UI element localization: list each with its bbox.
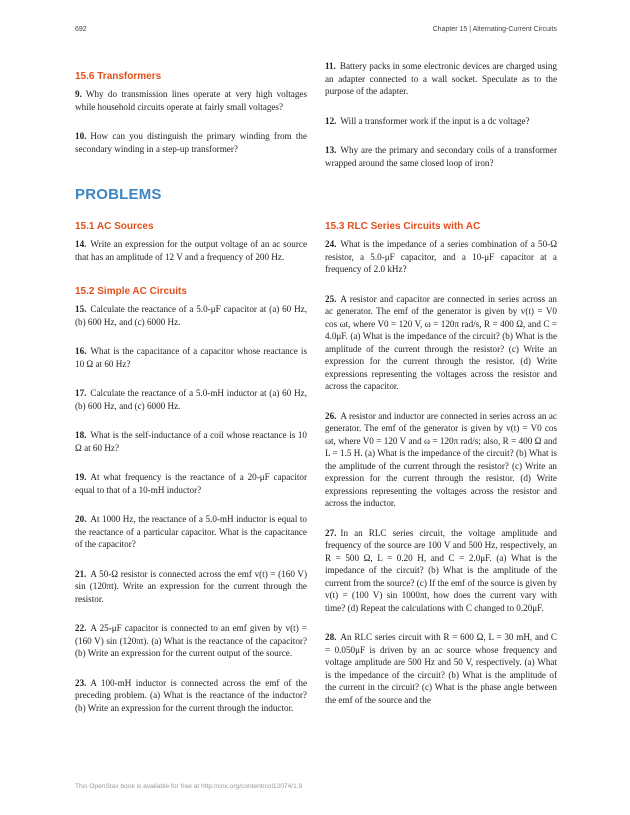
problems-right-column	[325, 220, 557, 723]
problems-left-column	[75, 220, 307, 731]
problem-item	[75, 345, 307, 370]
problem-text: An RLC series circuit with R = 600 Ω, L = 30 mH, and C = 0.050μF is driven by an ac source whose frequency and voltage amplitude are 500 Hz and 50 V, respectively. (a) What is the impedance of the circuit? (b) What is the amplitude of the current in the circuit? (c) What is the phase angle between the emf of the source and the	[325, 632, 557, 705]
problem-text: At what frequency is the reactance of a 20-μF capacitor equal to that of a 10-mH inductor?	[75, 472, 307, 495]
problems-heading: PROBLEMS	[75, 186, 162, 203]
problem-item	[325, 410, 557, 510]
problem-number: 16.	[75, 346, 87, 356]
problem-item	[75, 513, 307, 551]
problem-item	[75, 568, 307, 606]
question-item	[325, 144, 557, 169]
chapter-header: Chapter 15 | Alternating-Current Circuits	[432, 26, 557, 33]
problem-text: Calculate the reactance of a 5.0-mH inductor at (a) 60 Hz, (b) 600 Hz, and (c) 6000 Hz.	[75, 388, 307, 411]
question-text: Battery packs in some electronic devices are charged using an adapter connected to a wall socket. Speculate as to the purpose of the adapter.	[325, 61, 557, 96]
problem-item	[75, 429, 307, 454]
question-item	[75, 130, 307, 155]
question-number: 13.	[325, 145, 337, 155]
transformers-section	[75, 70, 307, 172]
problem-item	[75, 238, 307, 263]
section-title: 15.3 RLC Series Circuits with AC	[325, 221, 481, 232]
section-title: 15.6 Transformers	[75, 71, 162, 82]
question-number: 11.	[325, 61, 336, 71]
problem-text: Write an expression for the output voltage of an ac source that has an amplitude of 12 V and a frequency of 200 Hz.	[75, 239, 307, 262]
problem-item	[75, 303, 307, 328]
question-text: Will a transformer work if the input is a dc voltage?	[340, 115, 530, 126]
problem-number: 28.	[325, 632, 337, 642]
section-title: 15.1 AC Sources	[75, 221, 154, 232]
question-item	[325, 60, 557, 98]
problem-item	[75, 387, 307, 412]
problem-text: A 100-mH inductor is connected across the emf of the preceding problem. (a) What is the reactance of the inductor? (b) Write an expression for the current through the inductor.	[75, 677, 307, 713]
problem-number: 23.	[75, 677, 87, 688]
problem-text: What is the capacitance of a capacitor whose reactance is 10 Ω at 60 Hz?	[75, 346, 307, 369]
problem-item	[325, 527, 557, 615]
problem-number: 19.	[75, 472, 87, 482]
section-title: 15.2 Simple AC Circuits	[75, 286, 187, 297]
problem-number: 22.	[75, 623, 87, 633]
problem-number: 18.	[75, 430, 87, 440]
problem-number: 15.	[75, 304, 87, 314]
question-item	[325, 115, 557, 128]
problem-text: A 25-μF capacitor is connected to an emf given by v(t) = (160 V) sin (120πt). (a) What is the reactance of the capacitor? (b) Write an expression for the current output of the source.	[75, 623, 307, 658]
problem-number: 27.	[325, 527, 337, 538]
footer-text: This OpenStax book is available for free at http://cnx.org/content/col12074/1.9	[75, 783, 303, 790]
problem-text: A resistor and inductor are connected in series across an ac generator. The emf of the generator is given by v(t) = V0 cos ωt, where V0 = 120 V and ω = 120π rad/s; also, R = 400 Ω and L = 1.5 H. (a) What is the impedance of the circuit? (b) What is the amplitude of the current through the resistor? (c) Write an expression for the current through the resistor. (d) Write expressions representing the voltages across the resistor and across the inductor.	[325, 410, 557, 508]
problem-text: What is the impedance of a series combination of a 50-Ω resistor, a 5.0-μF capacitor, and a 10-μF capacitor at a frequency of 2.0 kHz?	[325, 239, 557, 274]
problem-text: Calculate the reactance of a 5.0-μF capacitor at (a) 60 Hz, (b) 600 Hz, and (c) 6000 Hz.	[75, 304, 307, 327]
problem-item	[75, 471, 307, 496]
problem-number: 26.	[325, 410, 337, 421]
problem-item	[325, 293, 557, 393]
page-number: 692	[75, 26, 87, 33]
question-item	[75, 88, 307, 113]
problem-number: 25.	[325, 293, 337, 304]
problem-number: 20.	[75, 514, 87, 524]
problem-item	[75, 622, 307, 660]
problem-number: 21.	[75, 568, 87, 579]
question-number: 10.	[75, 131, 87, 141]
problem-text: In an RLC series circuit, the voltage amplitude and frequency of the source are 100 V and 500 Hz, respectively, an R = 500 Ω, L = 0.20 H, and C = 2.0μF. (a) What is the impedance of the circuit? (b) What is the amplitude of the current from the source? (c) If the emf of the source is given by v(t) = (100 V) sin 1000πt, how does the current vary with time? (d) Repeat the calculations with C changed to 0.20μF.	[325, 527, 557, 613]
problem-text: A resistor and capacitor are connected in series across an ac generator. The emf of the generator is given by v(t) = V0 cos ωt, where V0 = 120 V, ω = 120π rad/s, R = 400 Ω, and C = 4.0μF. (a) What is the impedance of the circuit? (b) What is the amplitude of the current through the resistor? (c) Write an expression for the current through the resistor. (d) Write expressions representing the voltages across the resistor and across the capacitor.	[325, 293, 557, 391]
transformers-section-continued	[325, 60, 557, 186]
question-text: Why are the primary and secondary coils of a transformer wrapped around the same closed loop of iron?	[325, 145, 557, 168]
problem-text: At 1000 Hz, the reactance of a 5.0-mH inductor is equal to the reactance of a particular capacitor. What is the capacitance of the capacitor?	[75, 514, 307, 549]
problem-text: What is the self-inductance of a coil whose reactance is 10 Ω at 60 Hz?	[75, 430, 307, 453]
problem-item	[75, 677, 307, 715]
problem-item	[325, 631, 557, 706]
problem-item	[325, 238, 557, 276]
question-number: 9.	[75, 89, 82, 99]
question-text: How can you distinguish the primary winding from the secondary winding in a step-up transformer?	[75, 131, 307, 154]
question-text: Why do transmission lines operate at very high voltages while household circuits operate at fairly small voltages?	[75, 89, 307, 112]
problem-text: A 50-Ω resistor is connected across the emf v(t) = (160 V) sin (120πt). Write an expression for the current through the resistor.	[75, 568, 307, 604]
problem-number: 14.	[75, 239, 87, 249]
problem-number: 17.	[75, 388, 87, 398]
problem-number: 24.	[325, 239, 337, 249]
question-number: 12.	[325, 115, 337, 126]
